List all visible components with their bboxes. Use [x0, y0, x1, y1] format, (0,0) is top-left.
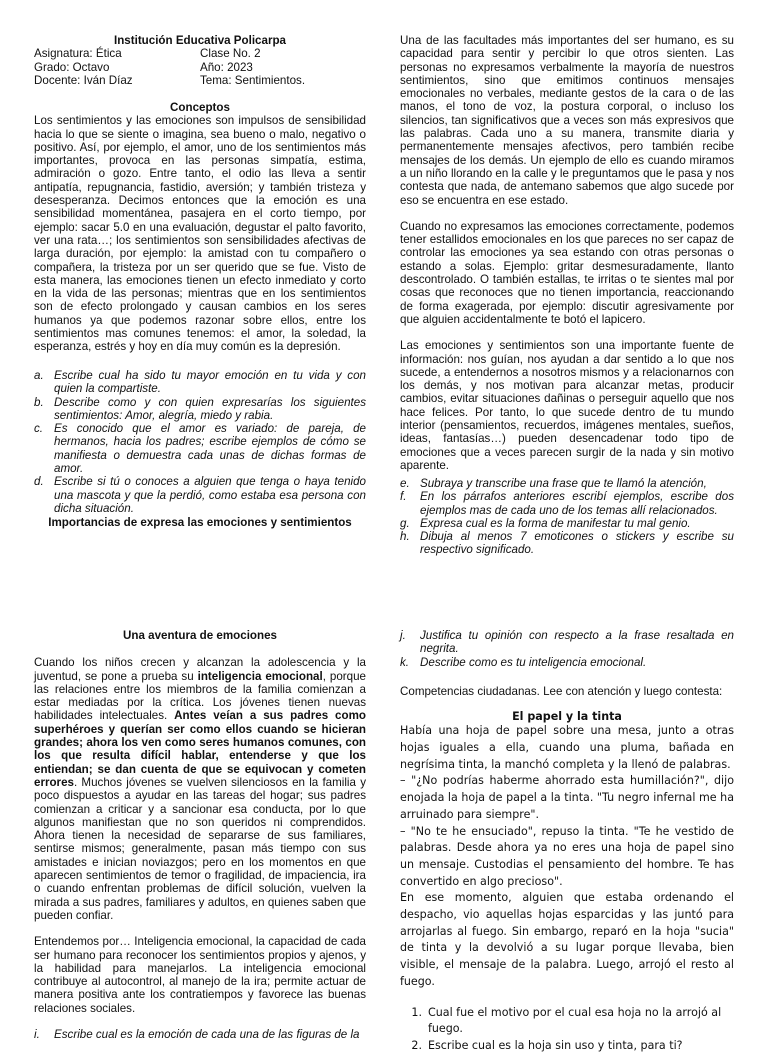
story-paragraph-4: En ese momento, alguien que estaba ordenando el despacho, vio aquellas hojas esparcidas y las juntó para arrojarlas al fuego. Sin embargo, reparó en la hoja "sucia" de tinta y la devolvió a su lugar porque llevaba, bien visible, el mensaje de la palabra. Luego, arrojó el resto al fuego.: [400, 891, 734, 988]
importancias-heading: Importancias de expresa las emociones y sentimientos: [48, 516, 352, 529]
question-i: i. Escribe cual es la emoción de cada una de las figuras de la: [34, 1028, 360, 1042]
question-h: h. Dibuja al menos 7 emoticones o stickers y escribe su respectivo significado.: [400, 530, 734, 557]
question-f: f. En los párrafos anteriores escribí ejemplos, escribe dos ejemplos mas de cada uno de los temas allí relacionados.: [400, 490, 734, 517]
paragraph-facultades: Una de las facultades más importantes del ser humano, es su capacidad para sentir y percibir lo que otros sienten. Las personas no expresamos verbalmente la mayoría de nuestros sentimientos, sino que emitimos continuos mensajes emocionales no verbales, mediante gestos de la cara o de las manos, el tono de voz, la postura corporal, o incluso los silencios, tan significativos que a veces son más expresivos que las palabras. Cada uno a su manera, transmite diaria y permanentemente mensajes afectivos, pero también recibe mensajes de los demás. Un ejemplo de ello es cuando miramos a un niño llorando en la calle y le preguntamos que le pasa y nos contesta que nada, de antemano sabemos que algo sucede por eso se encuentra en ese estado.: [400, 34, 734, 207]
grade: Grado: Octavo: [34, 60, 110, 74]
paragraph-fuente: Las emociones y sentimientos son una importante fuente de información: nos guían, nos ayudan a dar sentido a lo que nos sucede, a entendernos a nosotros mismos y a relacionarnos con los demás, y nos motivan para alcanzar metas, producir cambios, evitar situaciones dañinas o perseguir aquello que nos hace felices. Por tanto, lo que sucede dentro de tu mundo interior (pensamientos, recuerdos, imágenes mentales, sueños, ideas, fantasías…) pueden desencadenar todo tipo de emociones que a veces parecen surgir de la nada y sin motivo aparente.: [400, 339, 734, 472]
aventura-paragraph-2: Entendemos por… Inteligencia emocional, la capacidad de cada ser humano para reconocer los sentimientos propios y ajenos, y la habilidad para manejarlos. La inteligencia emocional contribuye al autocontrol, al manejo de la ira; permite actuar de manera positiva ante los contratiempos y favorece las buenas relaciones sociales.: [34, 935, 366, 1015]
school-name: Institución Educativa Policarpa: [113, 34, 286, 47]
right-top-section: [400, 34, 734, 472]
question-a: a. Escribe cual ha sido tu mayor emoción en tu vida y con quien la compartiste.: [34, 369, 366, 396]
questions-a-d: [34, 369, 366, 515]
story-paragraph-3: – "No te he ensuciado", repuso la tinta. "Te he vestido de palabras. Desde ahora ya no eres una hoja de papel sino un mensaje. Custodias el pensamiento del hombre. Te has convertido en algo precioso".: [400, 824, 734, 888]
teacher: Docente: Iván Díaz: [34, 73, 133, 87]
header-info: [34, 47, 366, 87]
question-e: e. Subraya y transcribe una frase que te llamó la atención,: [400, 477, 707, 490]
header-block: [34, 34, 366, 87]
competencias-line: Competencias ciudadanas. Lee con atención y luego contesta:: [400, 684, 723, 698]
aventura-paragraph-1: Cuando los niños crecen y alcanzan la adolescencia y la juventud, se pone a prueba su inteligencia emocional, porque las relaciones entre los miembros de la familia comienzan a estar mediadas por la crítica. Los jóvenes tienen nuevas habilidades intelectuales. Antes veían a sus padres como superhéroes y querían ser como ellos cuando se hicieran grandes; ahora los ven como seres humanos comunes, con los que resulta difícil hablar, entenderse y que los entiendan; se dan cuenta de que se equivocan y cometen errores. Muchos jóvenes se vuelven silenciosos en la familia y poco dispuestos a ayudar en las tareas del hogar; sus padres comienzan a criticar y a sancionar esa conducta, por lo que algunos manifiestan que no son queridos ni comprendidos. Ahora tienen la necesidad de separarse de sus familiares, sentirse mismos; generalmente, pasan más tiempo con sus amistades e inician noviazgos; pero en los momentos en que aparecen sentimientos de temor o fragilidad, de impaciencia, ira o cuando enfrentan problemas de difícil solución, vuelven la mirada a sus padres, familiares y adultos, en quienes saben que pueden confiar.: [34, 656, 366, 922]
question-b: b. Describe como y con quien expresarías los siguientes sentimientos: Amor, alegría, miedo y rabia.: [34, 395, 366, 422]
highlighted-phrase: Antes veían a sus padres como superhéroes y querían ser como ellos cuando se hicieran grandes; ahora los ven como seres humanos comunes, con los que resulta difícil hablar, entenderse y que los entiendan; se dan cuenta de que se equivocan y cometen errores: [34, 709, 366, 789]
question-c: c. Es conocido que el amor es variado: de pareja, de hermanos, hacia los padres; escribe ejemplos de cómo se manifiesta o demuestra cada unas de dichas formas de amor.: [34, 422, 366, 476]
aventura-section: [34, 629, 366, 1041]
year: Año: 2023: [200, 60, 253, 74]
story-section: [400, 710, 734, 1055]
questions-e-h: [400, 477, 734, 557]
story-title: El papel y la tinta: [512, 710, 622, 723]
story-question-2: 2. Escribe cual es la hoja sin uso y tinta, para ti?: [411, 1038, 683, 1052]
story-question-1: 1. Cual fue el motivo por el cual esa hoja no la arrojó al fuego.: [411, 1005, 722, 1036]
story-paragraph-2: – "¿No podrías haberme ahorrado esta humillación?", dijo enojada la hoja de papel a la tinta. "Tu negro infernal me ha arruinado para siempre".: [400, 774, 734, 821]
paragraph-estallidos: Cuando no expresamos las emociones correctamente, podemos tener estallidos emocionales en los que pareces no ser capaz de controlar las emociones ya sea estando con otras personas o estando a solas. Ejemplo: gritar desmesuradamente, llanto descontrolado. O también estallas, te irritas o te sientes mal por cosas que reconoces que no tienen importancia, reaccionando de forma exagerada, por ejemplo: discutir agresivamente por que alguien accidentalmente te botó el lapicero.: [400, 219, 734, 326]
topic: Tema: Sentimientos.: [200, 73, 306, 87]
questions-j-k: [400, 629, 734, 698]
question-g: g. Expresa cual es la forma de manifestar tu mal genio.: [400, 516, 691, 530]
subject: Asignatura: Ética: [34, 47, 122, 61]
conceptos-section: [34, 101, 366, 354]
question-j: j. Justifica tu opinión con respecto a la frase resaltada en negrita.: [400, 629, 734, 656]
conceptos-title: Conceptos: [170, 101, 230, 114]
question-d: d. Escribe si tú o conoces a alguien que tenga o haya tenido una mascota y que la perdió, como estaba esa persona con dicha situación.: [34, 475, 366, 515]
conceptos-body: Los sentimientos y las emociones son impulsos de sensibilidad hacia lo que se siente o imagina, sea bueno o malo, negativo o positivo. Así, por ejemplo, el amor, uno de los sentimientos más importantes, provoca en las personas simpatía, estima, admiración o gozo. Entre tanto, el odio las lleva a sentir antipatía, repugnancia, fastidio, aversión; y también tristeza y desesperanza. Decimos entonces que la emoción es una sensibilidad momentánea, pasajera en el corto tiempo, por ejemplo: sacar 5.0 en una evaluación, degustar el palto favorito, ver una rata…; los sentimientos son sensibilidades afectivas de larga duración, por ejemplo: la amistad con tu compañero o compañera, la tristeza por un ser querido que se fue. Visto de esta manera, las emociones tienen un efecto inmediato y corto en la vida de las personas; mientras que en los sentimientos son de efecto prolongado y causan cambios en los seres humanos ya que podemos razonar sobre ellos, entre los sentimientos mas comunes tenemos: el amor, la soledad, la esperanza, estrés y hoy en día muy común es la depresión.: [34, 114, 366, 354]
class-number: Clase No. 2: [200, 47, 261, 61]
question-k: k. Describe como es tu inteligencia emocional.: [400, 655, 647, 669]
aventura-title: Una aventura de emociones: [123, 629, 277, 642]
story-paragraph-1: Había una hoja de papel sobre una mesa, junto a otras hojas iguales a ella, cuando una pluma, bañada en negrísima tinta, la manchó completa y la llenó de palabras.: [400, 724, 734, 771]
